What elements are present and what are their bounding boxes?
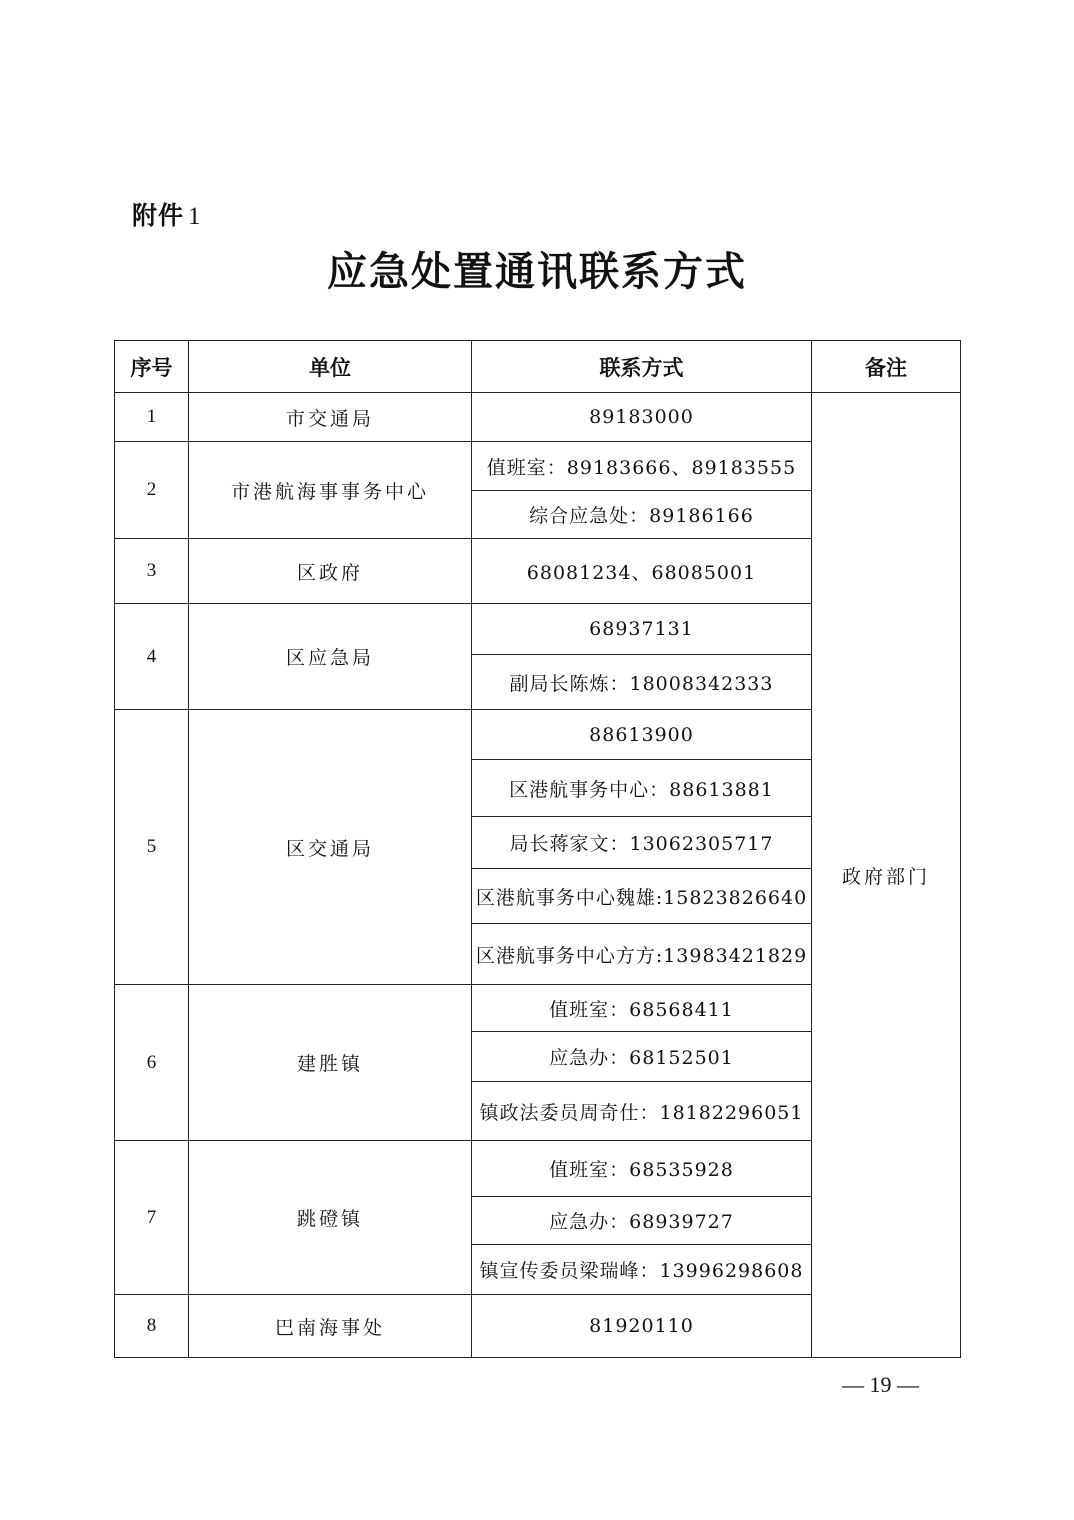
row-number: 4 bbox=[115, 604, 189, 710]
row-contact: 副局长陈炼：18008342333 bbox=[472, 655, 812, 710]
row-unit: 区政府 bbox=[189, 539, 472, 604]
row-unit: 市港航海事事务中心 bbox=[189, 442, 472, 539]
row-contact: 68937131 bbox=[472, 604, 812, 655]
row-contact: 区港航事务中心方方:13983421829 bbox=[472, 924, 812, 985]
row-number: 8 bbox=[115, 1295, 189, 1358]
row-contact: 应急办：68152501 bbox=[472, 1032, 812, 1082]
row-contact: 89183000 bbox=[472, 393, 812, 442]
row-contact: 值班室：89183666、89183555 bbox=[472, 442, 812, 491]
row-contact: 值班室：68535928 bbox=[472, 1141, 812, 1197]
row-unit: 区应急局 bbox=[189, 604, 472, 710]
row-number: 2 bbox=[115, 442, 189, 539]
header-unit: 单位 bbox=[189, 341, 472, 393]
row-contact: 值班室：68568411 bbox=[472, 985, 812, 1032]
row-contact: 88613900 bbox=[472, 710, 812, 760]
row-unit: 跳磴镇 bbox=[189, 1141, 472, 1295]
row-number: 7 bbox=[115, 1141, 189, 1295]
page-title: 应急处置通讯联系方式 bbox=[327, 248, 747, 295]
row-unit: 建胜镇 bbox=[189, 985, 472, 1141]
row-unit: 市交通局 bbox=[189, 393, 472, 442]
row-contact: 镇宣传委员梁瑞峰：13996298608 bbox=[472, 1245, 812, 1295]
row-contact: 68081234、68085001 bbox=[472, 539, 812, 604]
header-contact: 联系方式 bbox=[472, 341, 812, 393]
row-contact: 局长蒋家文：13062305717 bbox=[472, 817, 812, 869]
table-row bbox=[115, 393, 961, 442]
attachment-text: 附件 bbox=[132, 201, 185, 230]
row-unit: 区交通局 bbox=[189, 710, 472, 985]
attachment-label bbox=[132, 196, 202, 232]
header-no: 序号 bbox=[115, 341, 189, 393]
table-header-row bbox=[115, 341, 961, 393]
row-number: 5 bbox=[115, 710, 189, 985]
row-contact: 区港航事务中心魏雄:15823826640 bbox=[472, 869, 812, 924]
page-number: — 19 — bbox=[842, 1372, 919, 1397]
row-contact: 区港航事务中心：88613881 bbox=[472, 760, 812, 817]
row-unit: 巴南海事处 bbox=[189, 1295, 472, 1358]
row-number: 3 bbox=[115, 539, 189, 604]
remark-cell: 政府部门 bbox=[812, 393, 961, 1358]
contact-table bbox=[114, 340, 961, 1358]
row-contact: 81920110 bbox=[472, 1295, 812, 1358]
row-number: 6 bbox=[115, 985, 189, 1141]
row-contact: 镇政法委员周奇仕：18182296051 bbox=[472, 1082, 812, 1141]
header-remark: 备注 bbox=[812, 341, 961, 393]
row-number: 1 bbox=[115, 393, 189, 442]
row-contact: 综合应急处：89186166 bbox=[472, 491, 812, 539]
attachment-number: 1 bbox=[188, 203, 202, 230]
row-contact: 应急办：68939727 bbox=[472, 1197, 812, 1245]
